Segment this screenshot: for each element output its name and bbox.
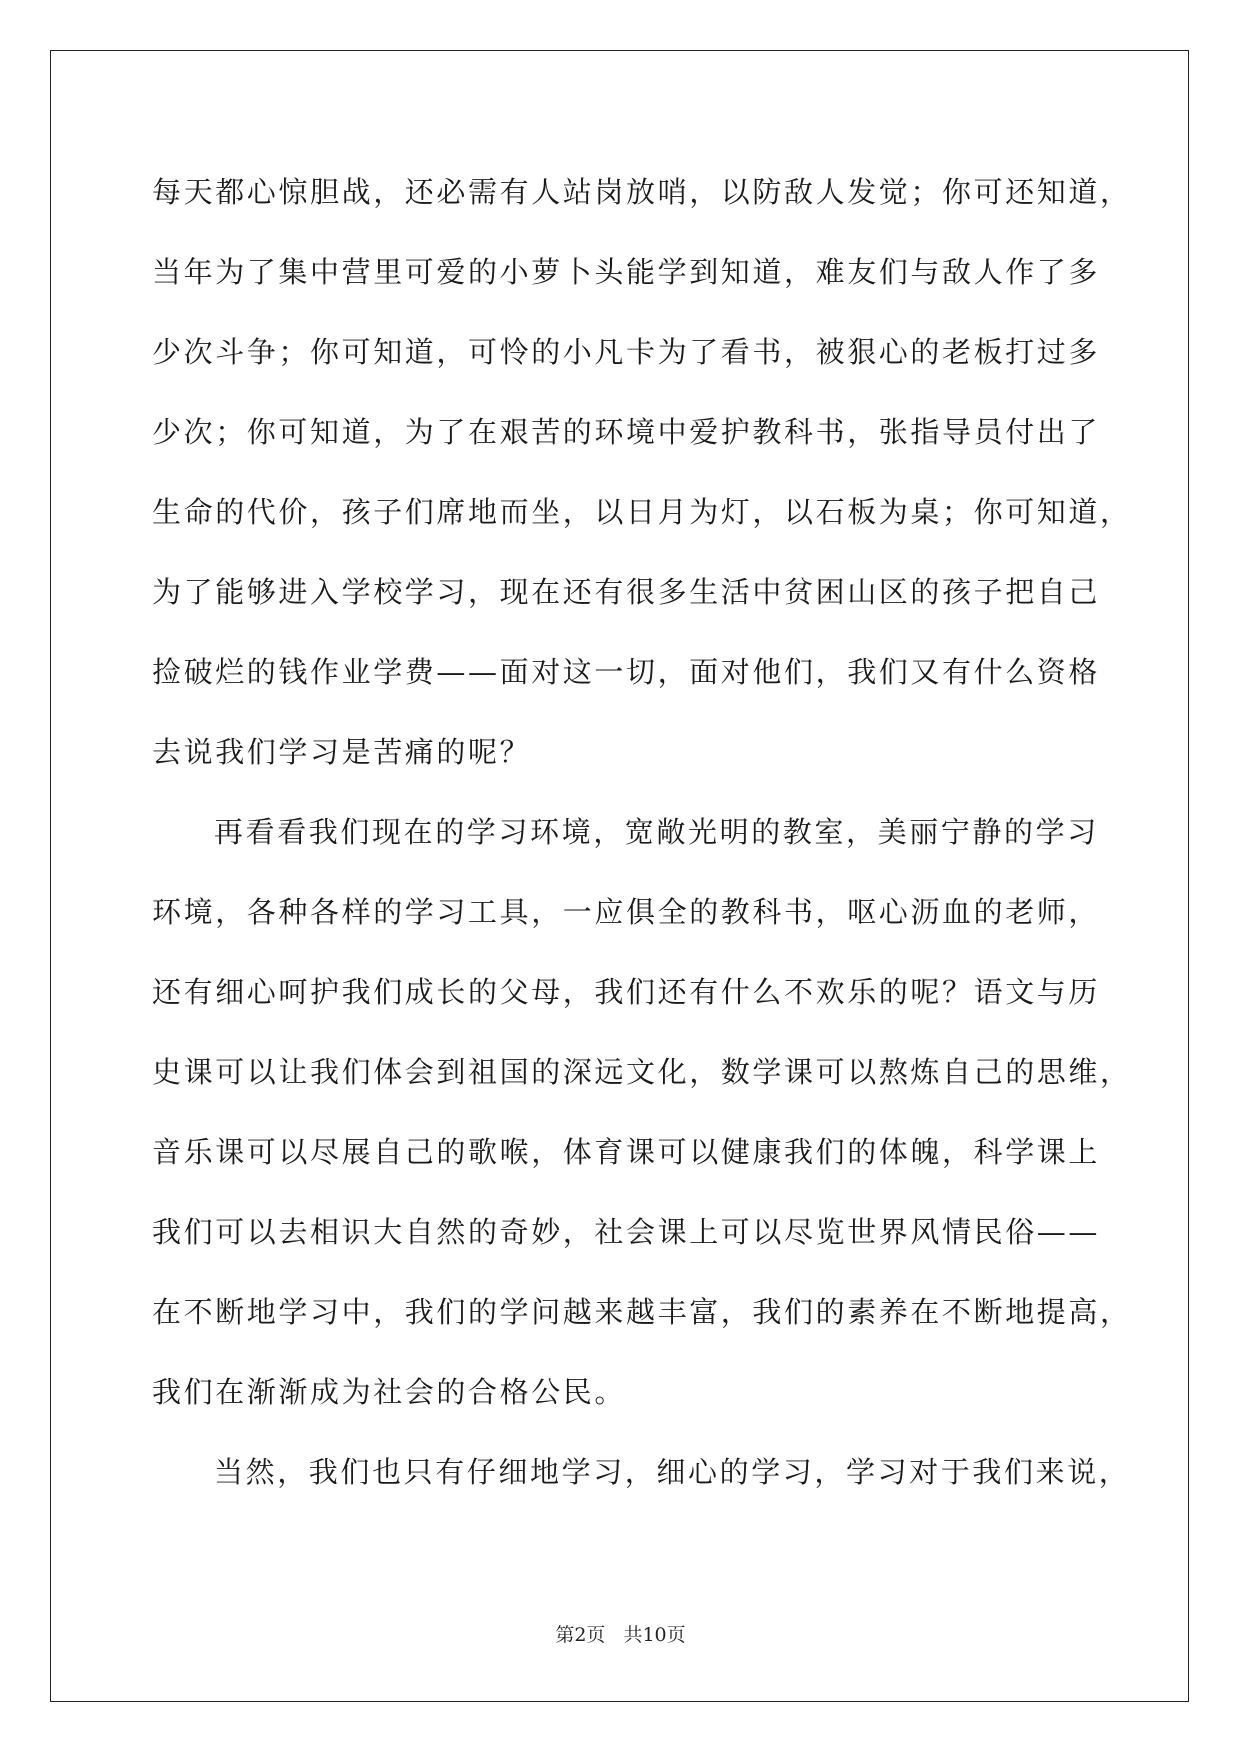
text-line: 捡破烂的钱作业学费——面对这一切，面对他们，我们又有什么资格 (152, 655, 1101, 689)
paragraph-start-line: 当然，我们也只有仔细地学习，细心的学习，学习对于我们来说， (214, 1455, 1131, 1489)
text-line: 每天都心惊胆战，还必需有人站岗放哨，以防敌人发觉；你可还知道， (152, 175, 1132, 209)
text-line: 为了能够进入学校学习，现在还有很多生活中贫困山区的孩子把自己 (152, 575, 1101, 609)
text-line: 史课可以让我们体会到祖国的深远文化，数学课可以熬炼自己的思维， (152, 1055, 1132, 1089)
text-line: 生命的代价，孩子们席地而坐，以日月为灯，以石板为桌；你可知道， (152, 495, 1132, 529)
text-line: 少次；你可知道，为了在艰苦的环境中爱护教科书，张指导员付出了 (152, 415, 1101, 449)
text-line: 在不断地学习中，我们的学问越来越丰富，我们的素养在不断地提高， (152, 1295, 1132, 1329)
text-line: 少次斗争；你可知道，可怜的小凡卡为了看书，被狠心的老板打过多 (152, 335, 1101, 369)
paragraph-start-line: 再看看我们现在的学习环境，宽敞光明的教室，美丽宁静的学习 (214, 815, 1099, 849)
page-footer (0, 1620, 1241, 1647)
text-line: 去说我们学习是苦痛的呢？ (152, 735, 532, 769)
text-line: 我们在渐渐成为社会的合格公民。 (152, 1375, 627, 1409)
text-line: 还有细心呵护我们成长的父母，我们还有什么不欢乐的呢？语文与历 (152, 975, 1101, 1009)
text-line: 音乐课可以尽展自己的歌喉，体育课可以健康我们的体魄，科学课上 (152, 1135, 1101, 1169)
text-line: 我们可以去相识大自然的奇妙，社会课上可以尽览世界风情民俗—— (152, 1215, 1101, 1249)
page-number: 第2页 (555, 1624, 606, 1646)
text-line: 当年为了集中营里可爱的小萝卜头能学到知道，难友们与敌人作了多 (152, 255, 1101, 289)
text-line: 环境，各种各样的学习工具，一应俱全的教科书，呕心沥血的老师， (152, 895, 1101, 929)
document-body (152, 152, 1132, 1512)
total-pages: 共10页 (623, 1624, 686, 1646)
